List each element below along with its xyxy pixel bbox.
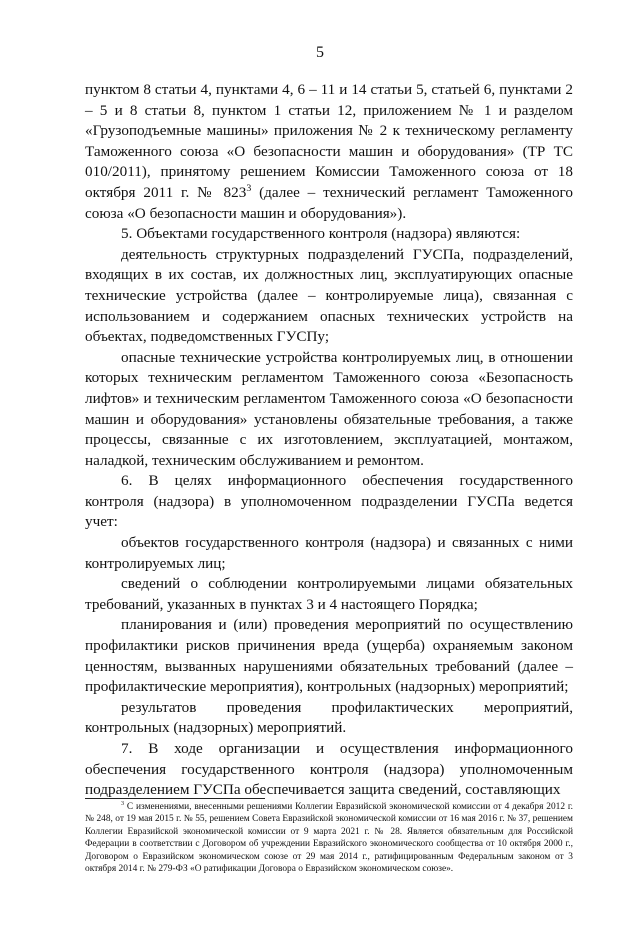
paragraph-objects: объектов государственного контроля (надзора) и связанных с ними контролируемых лиц; <box>85 534 573 572</box>
footnote-separator <box>85 798 265 799</box>
paragraph-item-7: 7. В ходе организации и осуществления информационного обеспечения государственного контроля (надзора) уполномоченным подразделением ГУСПа обеспечивается защита сведений, составляющих <box>85 740 573 799</box>
paragraph-continuation <box>85 80 573 224</box>
footnote-mark: 3 <box>121 800 125 807</box>
footnote <box>85 801 573 875</box>
paragraph-item-6-heading: 6. В целях информационного обеспечения государственного контроля (надзора) в уполномоченном подразделении ГУСПа ведется учет: <box>85 472 573 531</box>
footnote-reference: 3 <box>246 182 252 194</box>
paragraph-text-tail: (далее – технический регламент Таможенного союза «О безопасности машин и оборудования»). <box>85 183 573 222</box>
paragraph-results: результатов проведения профилактических мероприятий, контрольных (надзорных) мероприятий. <box>85 698 573 737</box>
paragraph-planning: планирования и (или) проведения мероприятий по осуществлению профилактики рисков причинения вреда (ущерба) охраняемым законом ценностям, вызванных нарушениями обязательных требований (далее – профилактические мероприятия), контрольных (надзорных) мероприятий; <box>85 616 573 696</box>
body-text <box>85 80 573 801</box>
paragraph-compliance: сведений о соблюдении контролируемыми лицами обязательных требований, указанных в пунктах 3 и 4 настоящего Порядка; <box>85 575 573 613</box>
paragraph-item-5-heading: 5. Объектами государственного контроля (надзора) являются: <box>121 225 521 243</box>
paragraph-activity: деятельность структурных подразделений ГУСПа, подразделений, входящих в их состав, их должностных лиц, эксплуатирующих опасные технические устройства (далее – контролируемые лица), связанная с использованием и содержанием опасных технических устройств на объектах, подведомственных ГУСПу; <box>85 245 573 346</box>
paragraph-devices: опасные технические устройства контролируемых лиц, в отношении которых техническим регламентом Таможенного союза «Безопасность лифтов» и техническим регламентом Таможенного союза «О безопасности машин и оборудования» установлены обязательные требования, а также процессы, связанные с их изготовлением, эксплуатацией, монтажом, наладкой, техническим обслуживанием и ремонтом. <box>85 348 573 469</box>
page-number: 5 <box>316 44 324 61</box>
paragraph-text: пунктом 8 статьи 4, пунктами 4, 6 – 11 и 14 статьи 5, статьей 6, пунктами 2 – 5 и 8 статьи 8, пунктом 1 статьи 12, приложением № 1 и разделом «Грузоподъемные машины» приложения № 2 к техническому регламенту Таможенного союза «О безопасности машин и оборудования» (ТР ТС 010/2011), принятому решением Комиссии Таможенного союза от 18 октября 2011 г. № 823 <box>85 81 573 201</box>
footnote-text: С изменениями, внесенными решениями Коллегии Евразийской экономической комиссии от 4 декабря 2012 г. № 248, от 19 мая 2015 г. № 55, решением Совета Евразийской экономической комиссии от 16 мая 2016 г. № 37, решением Коллегии Евразийской экономической комиссии от 9 марта 2021 г. № 28. Является обязательным для Российской Федерации в соответствии с Договором об учреждении Евразийского экономического сообщества от 10 октября 2000 г., Договором о Евразийском экономическом союзе от 29 мая 2014 г., ратифицированным Федеральным законом от 3 октября 2014 г. № 279-ФЗ «О ратификации Договора о Евразийском экономическом союзе». <box>85 802 573 875</box>
